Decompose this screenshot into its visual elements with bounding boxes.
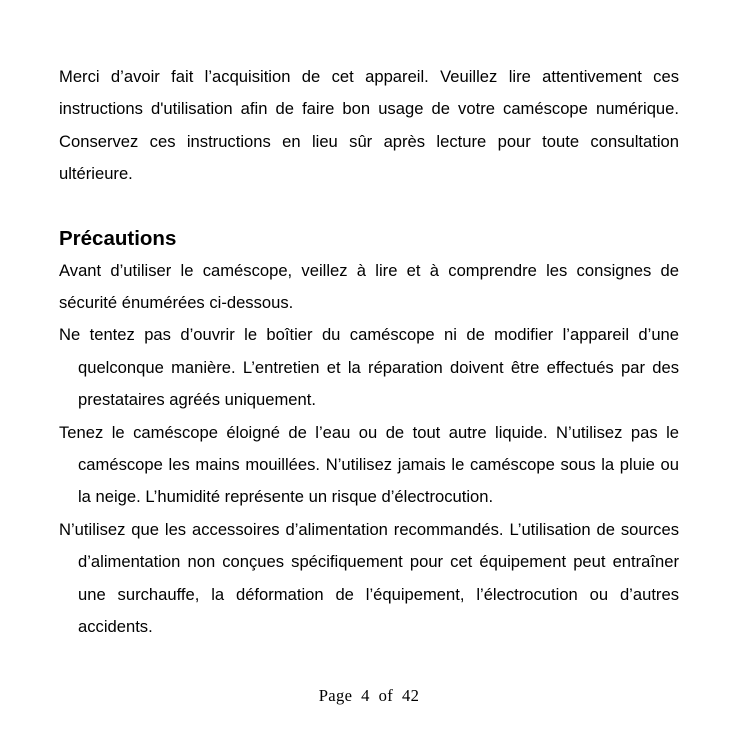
precaution-item: Ne tentez pas d’ouvrir le boîtier du caméscope ni de modifier l’appareil d’une quelconque manière. L’entretien et la réparation doivent être effectués par des prestataires agréés uniquement. [59,325,679,410]
page-label: Page [318,686,353,705]
section-heading: Précautions [59,226,177,250]
of-label: of [378,686,394,705]
section-intro-paragraph: Avant d’utiliser le caméscope, veillez à lire et à comprendre les consignes de sécurité énumérées ci-dessous. [59,260,679,313]
precaution-item: N’utilisez que les accessoires d’alimentation recommandés. L’utilisation de sources d’alimentation non conçues spécifiquement pour cet équipement peut entraîner une surchauffe, la déformation de l’équipement, l’électrocution ou d’autres accidents. [59,519,679,637]
document-body [59,61,679,644]
page-number: 4 [361,686,370,705]
precaution-item: Tenez le caméscope éloigné de l’eau ou de tout autre liquide. N’utilisez pas le caméscope les mains mouillées. N’utilisez jamais le caméscope sous la pluie ou la neige. L’humidité représente un risque d’électrocution. [59,422,679,507]
page-footer [0,686,738,706]
total-pages: 42 [402,686,420,705]
intro-paragraph: Merci d’avoir fait l’acquisition de cet appareil. Veuillez lire attentivement ces instructions d'utilisation afin de faire bon usage de votre caméscope numérique. Conservez ces instructions en lieu sûr après lecture pour toute consultation ultérieure. [59,67,679,184]
